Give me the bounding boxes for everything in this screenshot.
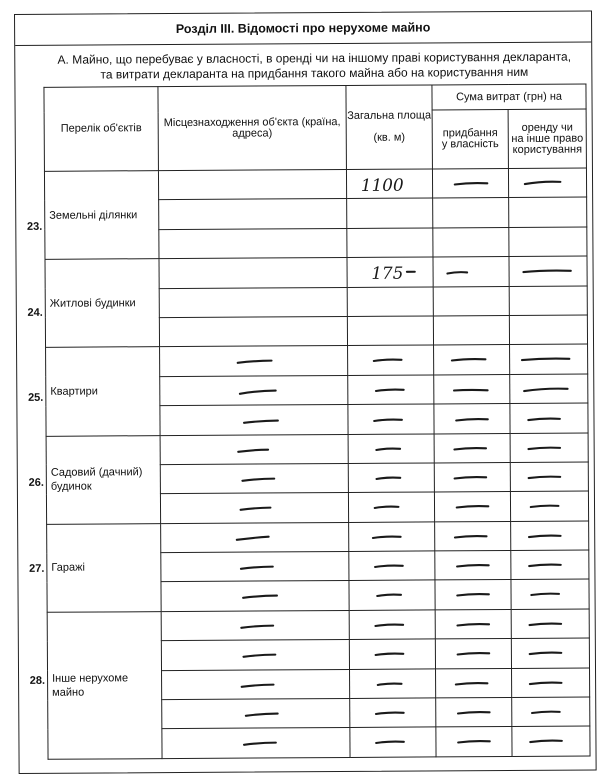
header-rent-line-3: користування (512, 143, 583, 156)
rent-cell (508, 168, 586, 198)
subtitle (45, 50, 583, 83)
header-area-line-2: (кв. м) (373, 131, 406, 144)
category-houses: Житлові будинки (45, 259, 160, 348)
table-row (46, 433, 588, 466)
rent-cell (509, 256, 587, 286)
category-other-line-1: Інше нерухоме (52, 672, 129, 685)
table-row (44, 168, 586, 201)
table-row (45, 256, 587, 289)
header-rent-line-1: оренду чи (521, 121, 573, 134)
header-purchase-line-2: у власність (441, 138, 499, 151)
area-value-houses: 175 (371, 262, 404, 284)
purchase-cell (433, 257, 509, 287)
subtitle-line-1: Майно, що перебуває у власності, в оренді чи на іншому праві користування декларанта, (72, 49, 572, 67)
subtitle-marker: А. (57, 52, 69, 67)
table-row (47, 609, 589, 642)
section-title (15, 11, 591, 46)
table-row (46, 344, 588, 377)
header-area (346, 85, 433, 170)
row-number-24: 24. (27, 306, 43, 319)
row-number-23: 23. (26, 220, 43, 233)
section-title-text: Розділ ІІІ. Відомості про нерухоме майно (175, 20, 431, 37)
property-table (43, 84, 590, 760)
header-objects: Перелік об'єктів (44, 87, 159, 172)
header-area-line-1: Загальна площа (347, 109, 432, 122)
category-summer-house-line-2: будинок (50, 480, 92, 493)
subtitle-line-2: та витрати декларанта на придбання такого майна або на користування ним (100, 64, 529, 82)
header-rent-line-2: на інше право (511, 132, 584, 145)
location-cell (159, 258, 347, 289)
header-expenses: Сума витрат (грн) на (432, 84, 586, 110)
row-number-27: 27. (29, 562, 45, 575)
category-garages: Гаражі (47, 523, 162, 612)
category-apartments: Квартири (46, 347, 161, 436)
table-row (47, 521, 589, 554)
area-value-land: 1100 (360, 174, 404, 195)
category-summer-house (46, 435, 161, 524)
purchase-cell (432, 168, 508, 198)
header-purchase (432, 109, 508, 168)
header-purchase-line-1: придбання (442, 127, 498, 140)
row-number-28: 28. (29, 674, 46, 687)
category-summer-house-line-1: Садовий (дачний) (50, 466, 143, 479)
declaration-sheet (14, 10, 597, 774)
row-number-26: 26. (28, 476, 44, 489)
row-number-25: 25. (28, 391, 44, 404)
category-other-line-2: майно (52, 686, 85, 699)
category-other-property (47, 611, 162, 759)
area-cell (346, 169, 432, 199)
header-rent (508, 109, 586, 168)
header-row-1 (44, 84, 586, 112)
header-location: Місцезнаходження об'єкта (країна, адреса) (158, 85, 347, 170)
area-cell (347, 257, 433, 287)
category-land: Земельні ділянки (44, 171, 159, 260)
location-cell (158, 169, 346, 200)
